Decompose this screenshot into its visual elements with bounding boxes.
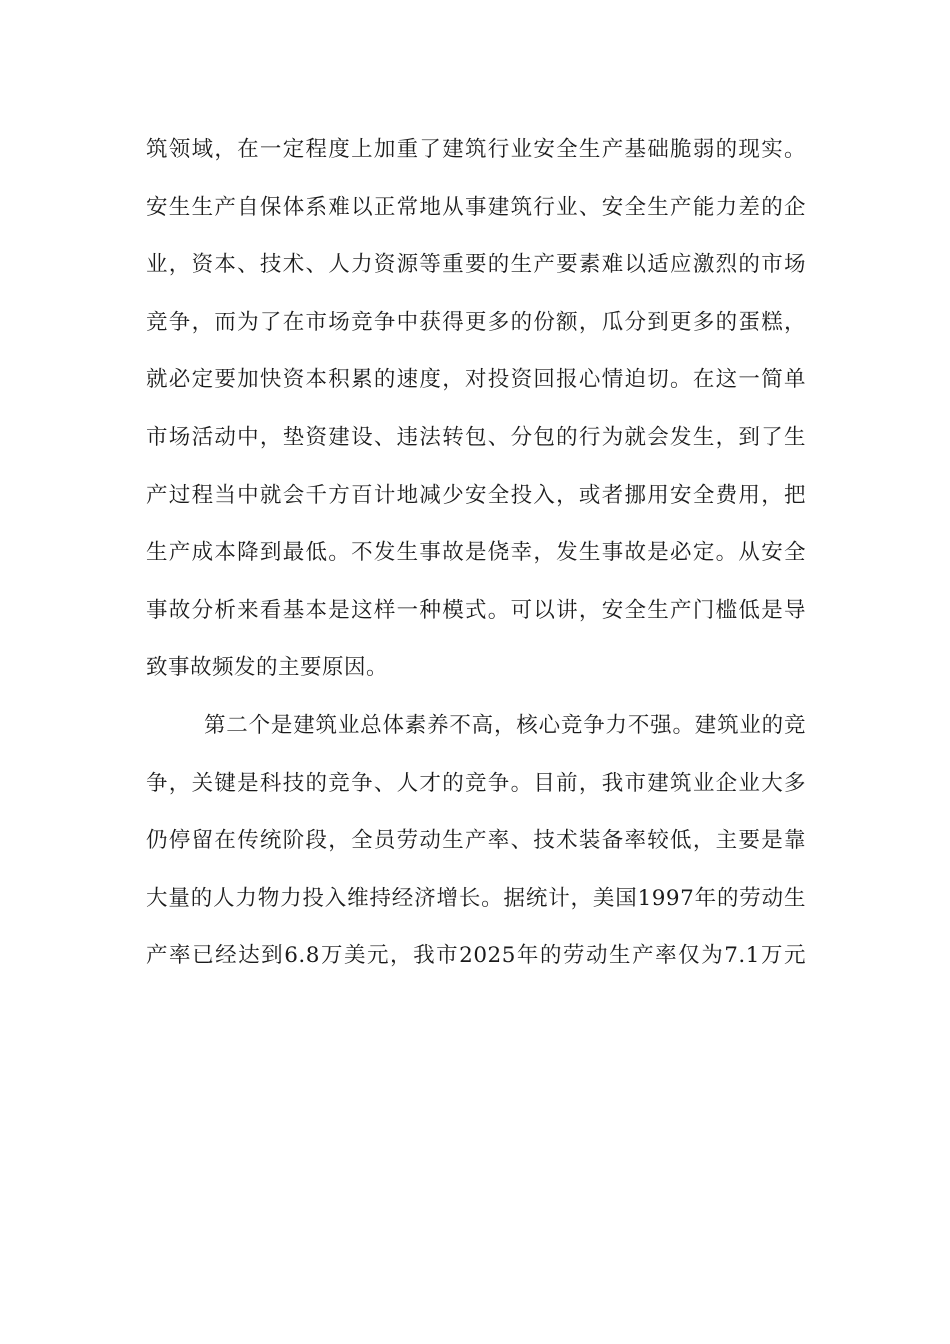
paragraph-first-line: 第二个是建筑业总体素养不高，核心竞争力不强。建筑业的竞 bbox=[204, 712, 806, 738]
text-line: 争，关键是科技的竞争、人才的竞争。目前，我市建筑业企业大多 bbox=[146, 770, 806, 796]
text-line: 事故分析来看基本是这样一种模式。可以讲，安全生产门槛低是导 bbox=[146, 597, 806, 623]
text-line: 业，资本、技术、人力资源等重要的生产要素难以适应激烈的市场 bbox=[146, 252, 806, 278]
text-line: 产率已经达到6.8万美元，我市2025年的劳动生产率仅为7.1万元 bbox=[146, 943, 806, 969]
text-line: 市场活动中，垫资建设、违法转包、分包的行为就会发生，到了生 bbox=[146, 424, 806, 450]
text-line: 生产成本降到最低。不发生事故是侥幸，发生事故是必定。从安全 bbox=[146, 540, 806, 566]
text-line: 竞争，而为了在市场竞争中获得更多的份额，瓜分到更多的蛋糕， bbox=[146, 309, 806, 335]
text-line: 产过程当中就会千方百计地减少安全投入，或者挪用安全费用，把 bbox=[146, 482, 806, 508]
text-line: 致事故频发的主要原因。 bbox=[146, 655, 389, 681]
text-line: 安生生产自保体系难以正常地从事建筑行业、安全生产能力差的企 bbox=[146, 194, 806, 220]
text-line: 大量的人力物力投入维持经济增长。据统计，美国1997年的劳动生 bbox=[146, 885, 806, 911]
text-line: 就必定要加快资本积累的速度，对投资回报心情迫切。在这一简单 bbox=[146, 367, 806, 393]
body-text bbox=[146, 126, 806, 990]
text-line: 筑领域，在一定程度上加重了建筑行业安全生产基础脆弱的现实。 bbox=[146, 137, 806, 162]
text-line: 仍停留在传统阶段，全员劳动生产率、技术装备率较低，主要是靠 bbox=[146, 828, 806, 854]
